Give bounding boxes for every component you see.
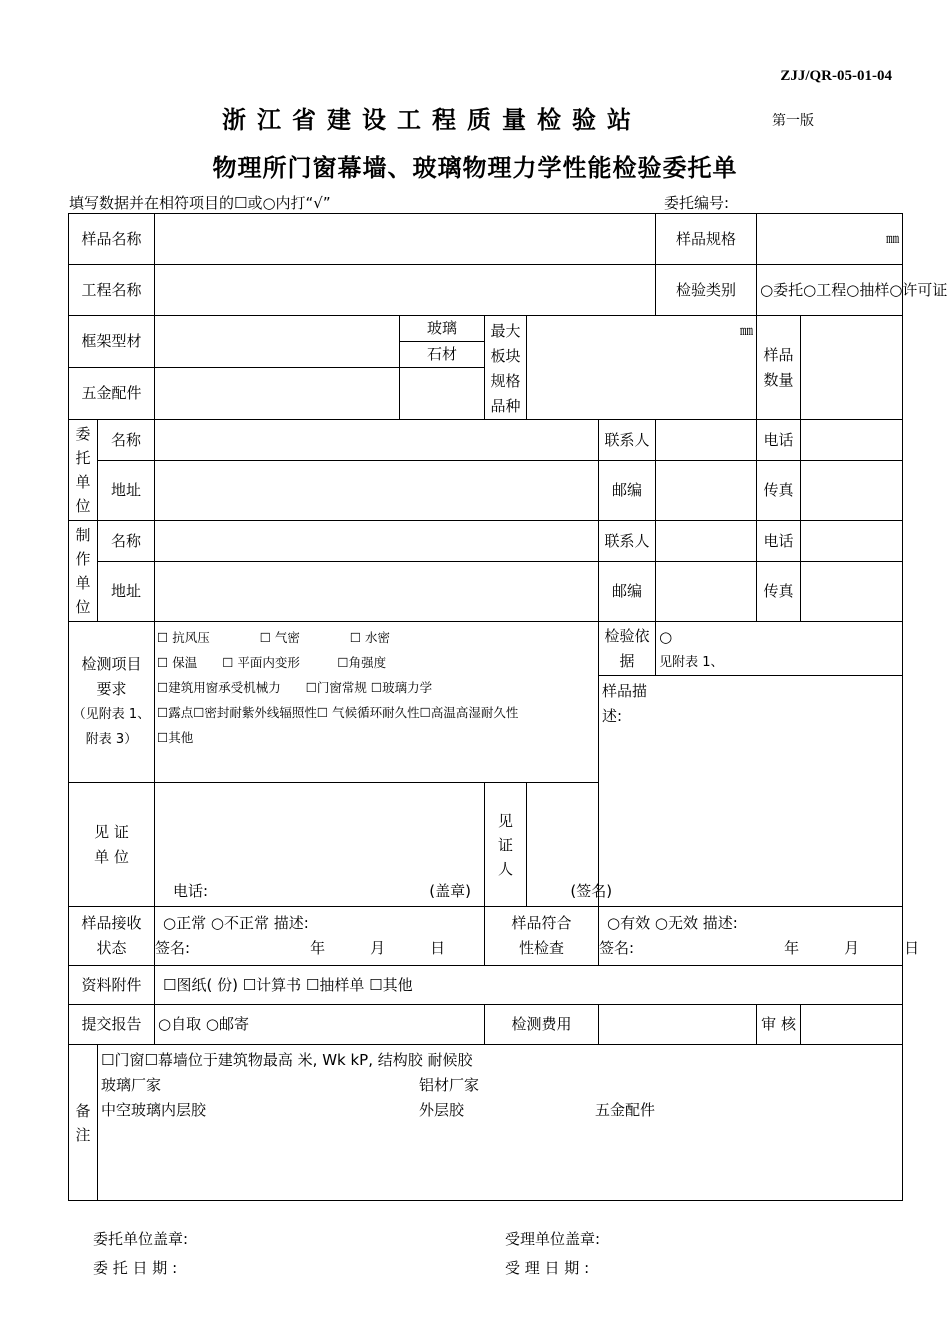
test-item-row[interactable]: ☐ 保温 ☐ 平面内变形 ☐角强度 (157, 655, 387, 670)
conformity-check-label-2: 性检查 (519, 939, 565, 957)
remarks-line-1[interactable]: ☐门窗☐幕墙位于建筑物最高 米, Wk kP, 结构胶 耐候胶 (101, 1051, 473, 1069)
attachments-options[interactable]: ☐图纸( 份) ☐计算书 ☐抽样单 ☐其他 (155, 966, 903, 1005)
client-seal-label: 委托单位盖章: (93, 1230, 189, 1248)
witness-unit-label-2: 单 位 (94, 847, 129, 866)
maker-name-field[interactable] (155, 521, 599, 562)
glass-label: 玻璃 (400, 316, 485, 342)
form-title: 物理所门窗幕墙、玻璃物理力学性能检验委托单 (212, 153, 738, 182)
test-items-list[interactable] (155, 622, 599, 783)
client-name-label: 名称 (98, 420, 155, 461)
maker-fax-label: 传真 (757, 562, 801, 622)
maker-phone-label: 电话 (757, 521, 801, 562)
maker-address-label: 地址 (98, 562, 155, 622)
test-items-note-1: （见附表 1、 (72, 707, 151, 722)
client-zip-field[interactable] (656, 461, 757, 521)
sample-spec-label: 样品规格 (656, 214, 757, 265)
client-address-label: 地址 (98, 461, 155, 521)
witness-seal-label: (盖章) (429, 882, 472, 900)
client-phone-label: 电话 (757, 420, 801, 461)
mm-unit: ㎜ (740, 324, 754, 339)
client-name-field[interactable] (155, 420, 599, 461)
client-zip-label: 邮编 (599, 461, 656, 521)
test-items-note-2: 附表 3） (85, 732, 138, 747)
aluminum-maker-label: 铝材厂家 (419, 1076, 480, 1094)
test-basis-note: 见附表 1、 (659, 655, 724, 670)
maker-phone-field[interactable] (801, 521, 903, 562)
remarks-hardware-label: 五金配件 (595, 1101, 656, 1119)
project-name-field[interactable] (155, 265, 656, 316)
inner-glue-label: 中空玻璃内层胶 (101, 1101, 207, 1119)
sample-name-field[interactable] (155, 214, 656, 265)
report-delivery-label: 提交报告 (69, 1005, 155, 1045)
test-items-label (69, 622, 155, 783)
receipt-status-field[interactable] (155, 907, 485, 966)
frame-profile-label: 框架型材 (69, 316, 155, 368)
receipt-status-label-2: 状态 (96, 939, 127, 957)
client-fax-label: 传真 (757, 461, 801, 521)
maker-zip-label: 邮编 (599, 562, 656, 622)
mm-unit: ㎜ (886, 231, 900, 247)
witness-sign-label: (签名) (570, 882, 613, 900)
maker-zip-field[interactable] (656, 562, 757, 622)
stone-label: 石材 (400, 342, 485, 368)
test-item-row[interactable]: ☐其他 (157, 730, 194, 745)
sample-name-label: 样品名称 (69, 214, 155, 265)
witness-unit-label-1: 见 证 (94, 822, 129, 841)
maker-fax-field[interactable] (801, 562, 903, 622)
sample-quantity-label: 样品数量 (757, 316, 801, 420)
test-items-label-1: 检测项目 (81, 655, 142, 673)
test-items-label-2: 要求 (96, 680, 127, 698)
maker-name-label: 名称 (98, 521, 155, 562)
maker-contact-label: 联系人 (599, 521, 656, 562)
conformity-sign-line[interactable]: 签名: 年 月 日 (599, 939, 920, 957)
test-fee-field[interactable] (599, 1005, 757, 1045)
outer-glue-label: 外层胶 (419, 1101, 465, 1119)
review-label: 审 核 (757, 1005, 801, 1045)
client-fax-field[interactable] (801, 461, 903, 521)
conformity-check-field[interactable] (599, 907, 920, 966)
test-type-label: 检验类别 (656, 265, 757, 316)
conformity-check-label (485, 907, 599, 966)
hardware-field[interactable] (155, 368, 400, 420)
test-type-options[interactable]: ○委托○工程○抽样○许可证 (757, 265, 903, 316)
entrust-form-table (68, 213, 948, 1201)
project-name-label: 工程名称 (69, 265, 155, 316)
max-panel-field[interactable] (527, 316, 757, 420)
max-panel-label: 最大板块规格品种 (485, 316, 527, 420)
maker-address-field[interactable] (155, 562, 599, 622)
test-item-row[interactable]: ☐露点☐密封耐紫外线辐照性☐ 气候循环耐久性☐高温高湿耐久性 (157, 705, 519, 720)
glass-maker-label: 玻璃厂家 (101, 1076, 162, 1094)
frame-profile-field[interactable] (155, 316, 400, 368)
maker-contact-field[interactable] (656, 521, 757, 562)
glass-stone-extra-field[interactable] (400, 368, 485, 420)
fill-instruction: 填写数据并在相符项目的☐或○内打“√” (69, 194, 331, 212)
test-fee-label: 检测费用 (485, 1005, 599, 1045)
test-item-row[interactable]: ☐ 抗风压 ☐ 气密 ☐ 水密 (157, 630, 391, 645)
client-contact-label: 联系人 (599, 420, 656, 461)
witness-person-label: 见证人 (485, 783, 527, 907)
entrust-number-label: 委托编号: (664, 194, 730, 212)
receipt-status-label-1: 样品接收 (81, 914, 142, 932)
receiver-seal-label: 受理单位盖章: (505, 1230, 601, 1248)
document-code: ZJJ/QR-05-01-04 (780, 68, 892, 84)
maker-unit-label: 制作单位 (69, 521, 98, 622)
witness-unit-field[interactable] (155, 783, 485, 907)
receipt-status-options[interactable]: ○正常 ○不正常 描述: (163, 914, 309, 932)
remarks-field[interactable] (98, 1045, 903, 1201)
edition-label: 第一版 (772, 113, 814, 129)
client-contact-field[interactable] (656, 420, 757, 461)
conformity-options[interactable]: ○有效 ○无效 描述: (607, 914, 738, 932)
witness-person-field[interactable] (527, 783, 656, 907)
receipt-status-label (69, 907, 155, 966)
witness-unit-label (69, 783, 155, 907)
client-unit-label: 委托单位 (69, 420, 98, 521)
report-delivery-options[interactable]: ○自取 ○邮寄 (155, 1005, 485, 1045)
review-field[interactable] (801, 1005, 903, 1045)
sample-spec-field[interactable] (757, 214, 903, 265)
attachments-label: 资料附件 (69, 966, 155, 1005)
test-item-row[interactable]: ☐建筑用窗承受机械力 ☐门窗常规 ☐玻璃力学 (157, 680, 433, 695)
remarks-label: 备注 (69, 1045, 98, 1201)
client-address-field[interactable] (155, 461, 599, 521)
conformity-check-label-1: 样品符合 (511, 914, 572, 932)
sample-quantity-field[interactable] (801, 316, 903, 420)
witness-phone-label: 电话: (173, 882, 209, 900)
hardware-label: 五金配件 (69, 368, 155, 420)
organization-name: 浙江省建设工程质量检验站 (222, 105, 642, 134)
test-basis-option[interactable]: ○ (659, 628, 673, 646)
client-date-label: 委 托 日 期 : (93, 1259, 178, 1277)
receipt-sign-line[interactable]: 签名: 年 月 日 (155, 939, 446, 957)
receiver-date-label: 受 理 日 期 : (505, 1259, 590, 1277)
test-basis-field[interactable] (656, 622, 903, 676)
client-phone-field[interactable] (801, 420, 903, 461)
test-basis-label: 检验依据 (599, 622, 656, 676)
sample-description-label: 样品描述: (602, 682, 648, 725)
